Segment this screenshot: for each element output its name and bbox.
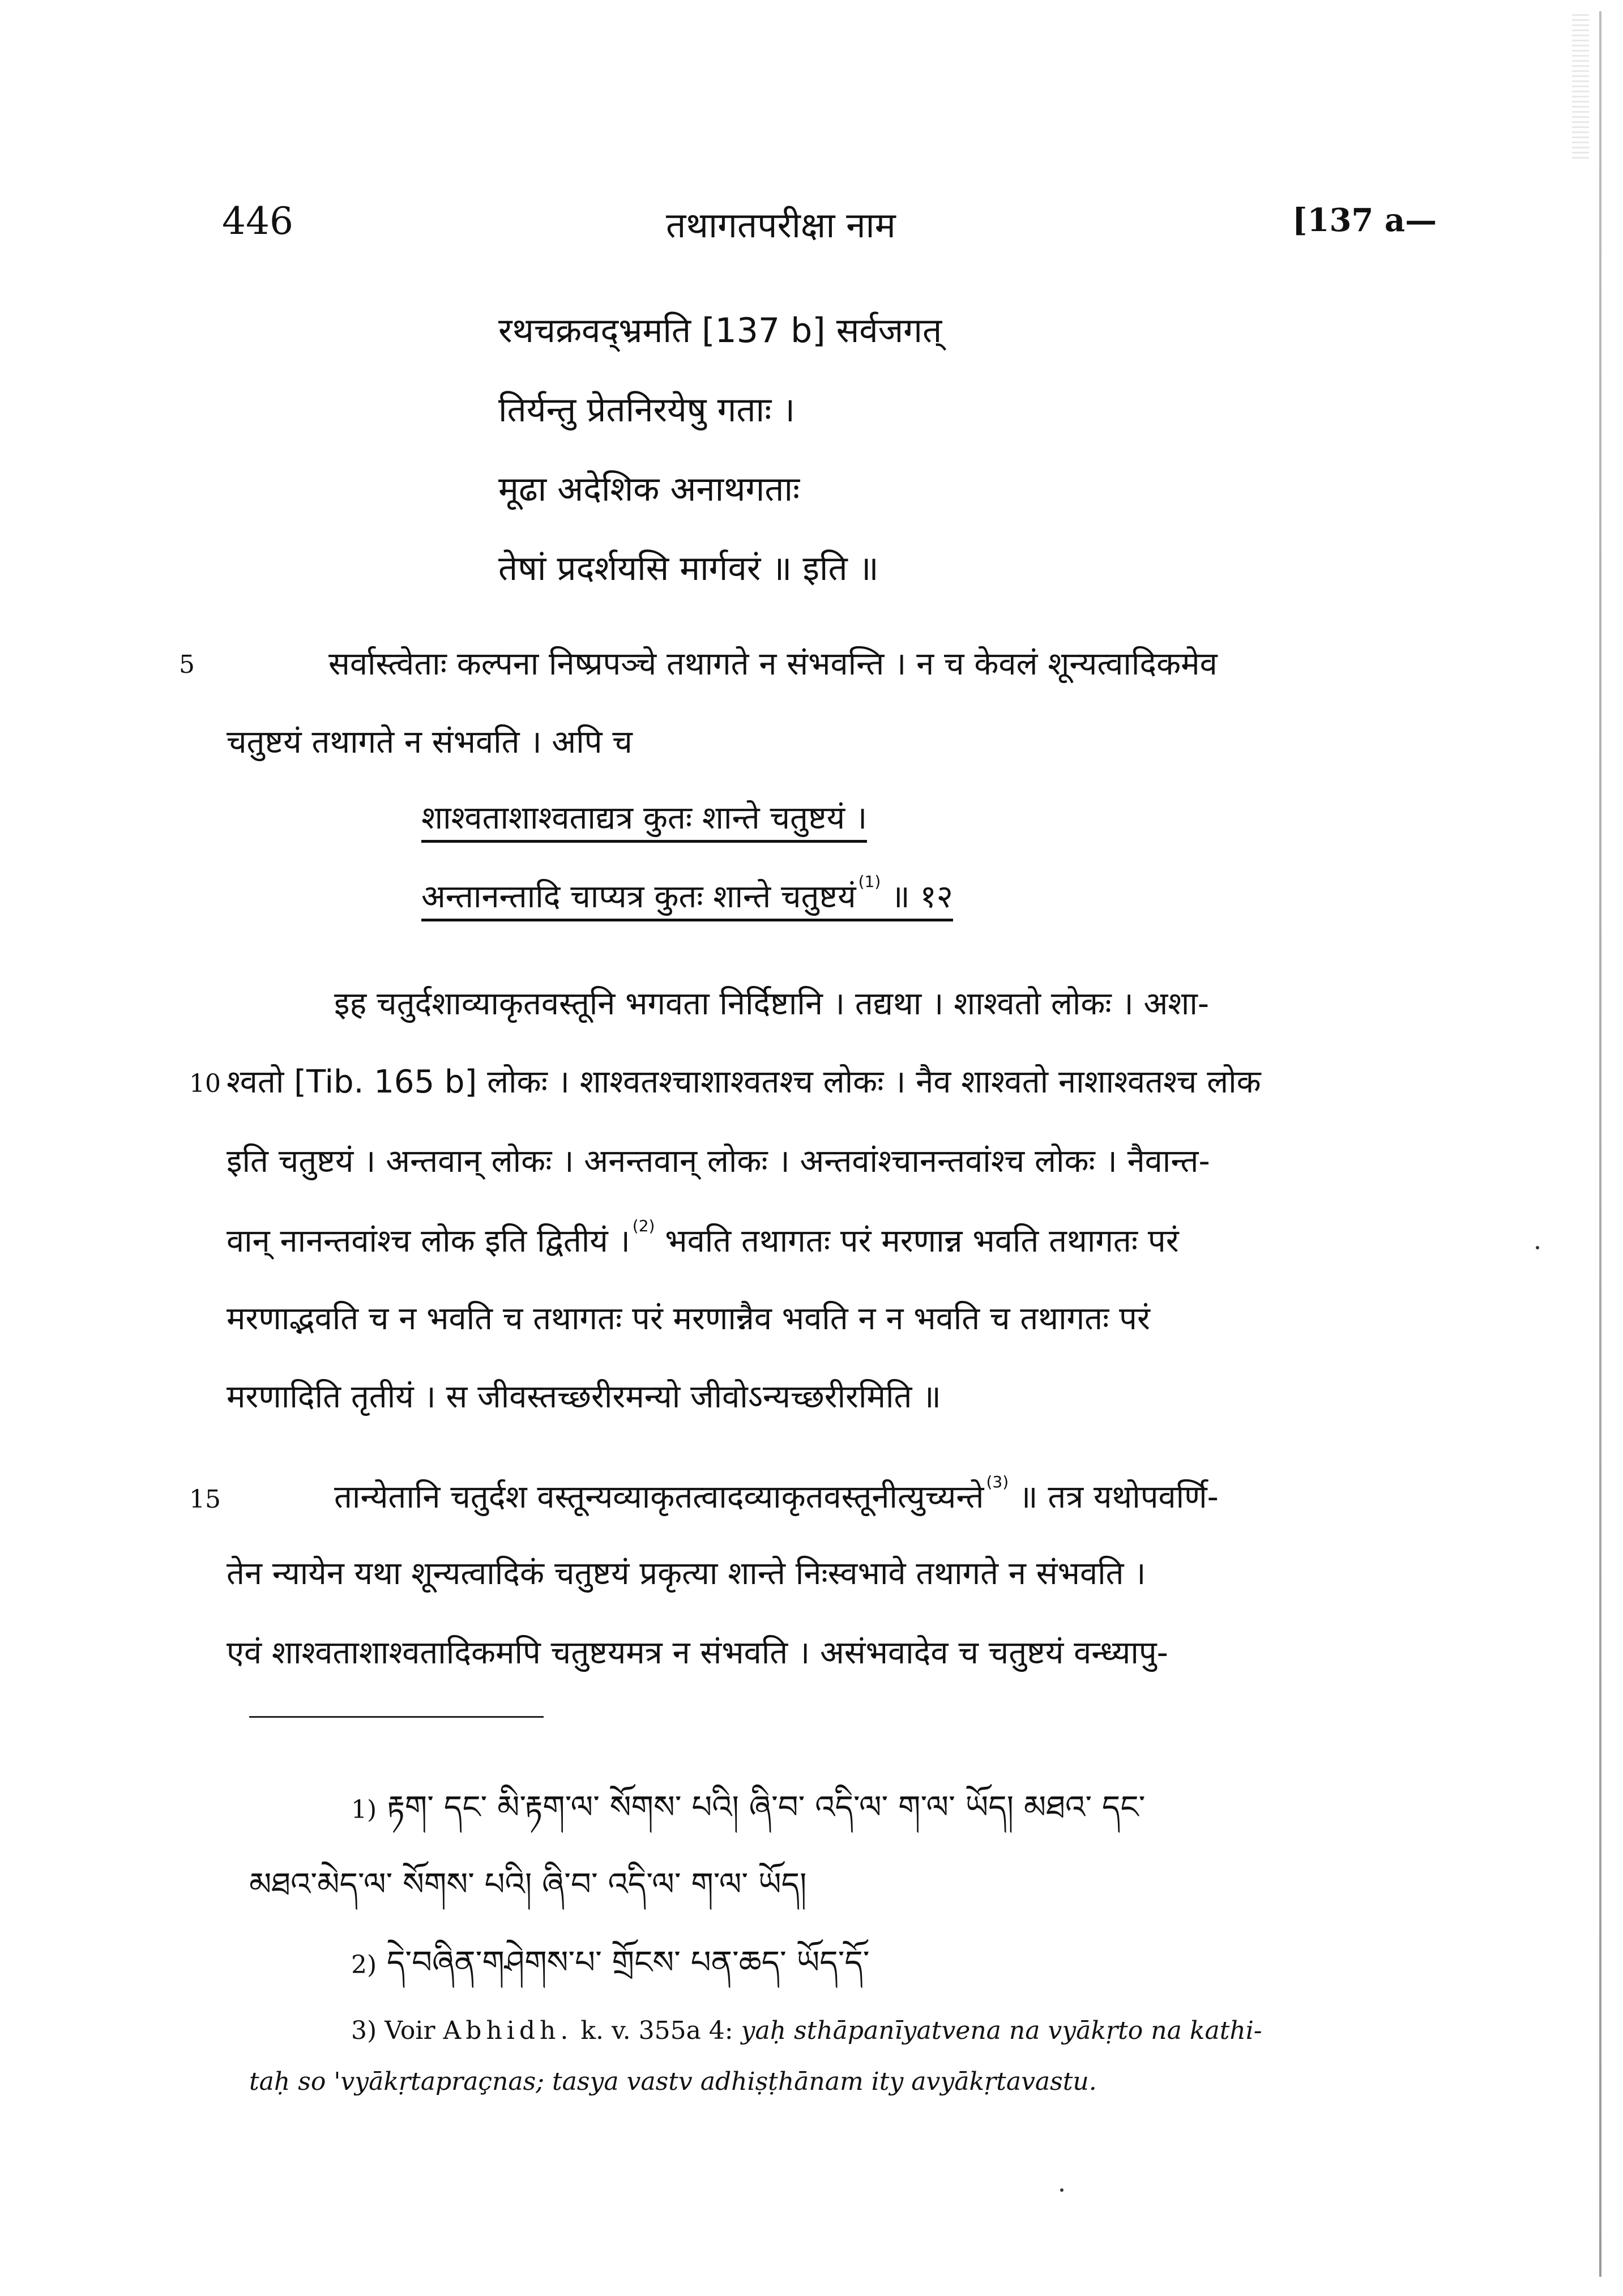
page-number: 446 (222, 199, 293, 243)
text-line: इह चतुर्दशाव्याकृतवस्तूनि भगवता निर्दिष्टानि । तद्यथा । शाश्वतो लोकः । अशा- (334, 985, 1210, 1022)
text-line: सर्वास्त्वेताः कल्पना निष्प्रपञ्चे तथागते न संभवन्ति । न च केवलं शून्यत्वादिकमेव (328, 646, 1218, 682)
footnote-marker: (2) (632, 1217, 655, 1235)
print-speck (1060, 2188, 1064, 2192)
footnote-text: རྟག་ དང་ མི་རྟག་ལ་ སོགས་ པའི། ཞི་བ་ འདི་ལ་ ག་ལ་ ཡོད། མཐའ་ དང་ (386, 1789, 1146, 1826)
verse-end: ॥ १२ (891, 878, 953, 915)
text-line: तेन न्यायेन यथा शून्यत्वादिकं चतुष्टयं प्रकृत्या शान्ते निःस्वभावे तथागते न संभवति । (227, 1555, 1146, 1592)
text-segment: भवति तथागतः परं मरणान्न भवति तथागतः परं (665, 1223, 1179, 1260)
footnote-abbrev: Abhidh. (443, 2016, 573, 2045)
line-number: 15 (189, 1485, 221, 1514)
text-line (334, 1473, 1219, 1517)
verse-text: अन्तानन्तादि चाप्यत्र कुतः शान्ते चतुष्टयं (421, 878, 856, 915)
text-segment: वान् नानन्तवांश्च लोक इति द्वितीयं । (227, 1223, 630, 1260)
footnote-3-line-2 (249, 2067, 1097, 2096)
folio-reference: [137 a— (1292, 202, 1437, 239)
line-number: 5 (179, 650, 195, 679)
text-line: एवं शाश्वताशाश्वतादिकमपि चतुष्टयमत्र न संभवति । असंभवादेव च चतुष्टयं वन्ध्यापु- (227, 1634, 1168, 1671)
text-line: मरणाद्भवति च न भवति च तथागतः परं मरणान्नैव भवति न न भवति च तथागतः परं (227, 1300, 1150, 1337)
text-line: मरणादिति तृतीयं । स जीवस्तच्छरीरमन्यो जीवोऽन्यच्छरीरमिति ॥ (227, 1379, 941, 1415)
verse-line: मूढा अदेशिक अनाथगताः (498, 470, 800, 509)
text-line: इति चतुष्टयं । अन्तवान् लोकः । अनन्तवान् लोकः । अन्तवांश्चानन्तवांश्च लोकः । नैवान्त- (227, 1143, 1210, 1180)
footnote-1-line-2: མཐའ་མེད་ལ་ སོགས་ པའི། ཞི་བ་ འདི་ལ་ ག་ལ་ ཡོད། (249, 1866, 807, 1903)
verse-underline-text (421, 872, 953, 921)
footnote-label: 3) (351, 2016, 377, 2045)
verse-line: रथचक्रवद्भ्रमति [137 b] सर्वजगत् (498, 311, 942, 351)
verse-line: तिर्यन्तु प्रेतनिरयेषु गताः । (498, 390, 796, 430)
running-title: तथागतपरीक्षा नाम (666, 204, 896, 246)
footnote-italic: 'vyākṛtapraçnas; tasya vastv adhiṣṭhānam ity avyākṛtavastu. (334, 2067, 1097, 2096)
verse-line-underlined (421, 872, 953, 917)
footnote-rule (249, 1716, 544, 1718)
footnote-label: 2) (351, 1951, 377, 1979)
footnote-marker: (1) (858, 872, 881, 891)
text-line: श्वतो [Tib. 165 b] लोकः । शाश्वतश्चाशाश्वतश्च लोकः । नैव शाश्वतो नाशाश्वतश्च लोक (227, 1064, 1261, 1100)
page-edge-specks (1572, 11, 1589, 159)
footnote-2 (351, 1927, 870, 2016)
text-line (227, 1217, 1179, 1261)
footnote-3-line-1 (351, 2016, 1262, 2045)
footnote-label: 1) (351, 1795, 377, 1824)
line-number: 10 (189, 1069, 221, 1098)
footnote-1-line-1 (351, 1772, 1145, 1861)
print-speck (1536, 1246, 1539, 1249)
footnote-text: དེ་བཞིན་གཤེགས་པ་ གྲོངས་ པན་ཆད་ ཡོད་དོ་ (386, 1944, 870, 1981)
footnote-italic: taḥ so (249, 2067, 326, 2096)
footnote-ref: k. v. 355a 4: (580, 2016, 733, 2045)
verse-underline-text: शाश्वताशाश्वताद्यत्र कुतः शान्ते चतुष्टयं । (421, 800, 867, 843)
footnote-marker: (3) (986, 1473, 1009, 1491)
verse-line-underlined (421, 795, 867, 838)
footnote-italic: yaḥ sthāpanīyatvena na vyākṛto na kathi- (741, 2016, 1262, 2045)
verse-line: तेषां प्रदर्शयसि मार्गवरं ॥ इति ॥ (498, 549, 879, 588)
page-edge (1599, 11, 1601, 2277)
text-line: चतुष्टयं तथागते न संभवति । अपि च (227, 724, 633, 761)
text-segment: तान्येतानि चतुर्दश वस्तून्यव्याकृतत्वादव्याकृतवस्तूनीत्युच्यन्ते (334, 1479, 984, 1516)
text-segment: ॥ तत्र यथोपवर्णि- (1018, 1479, 1219, 1516)
footnote-text: Voir (385, 2016, 435, 2045)
